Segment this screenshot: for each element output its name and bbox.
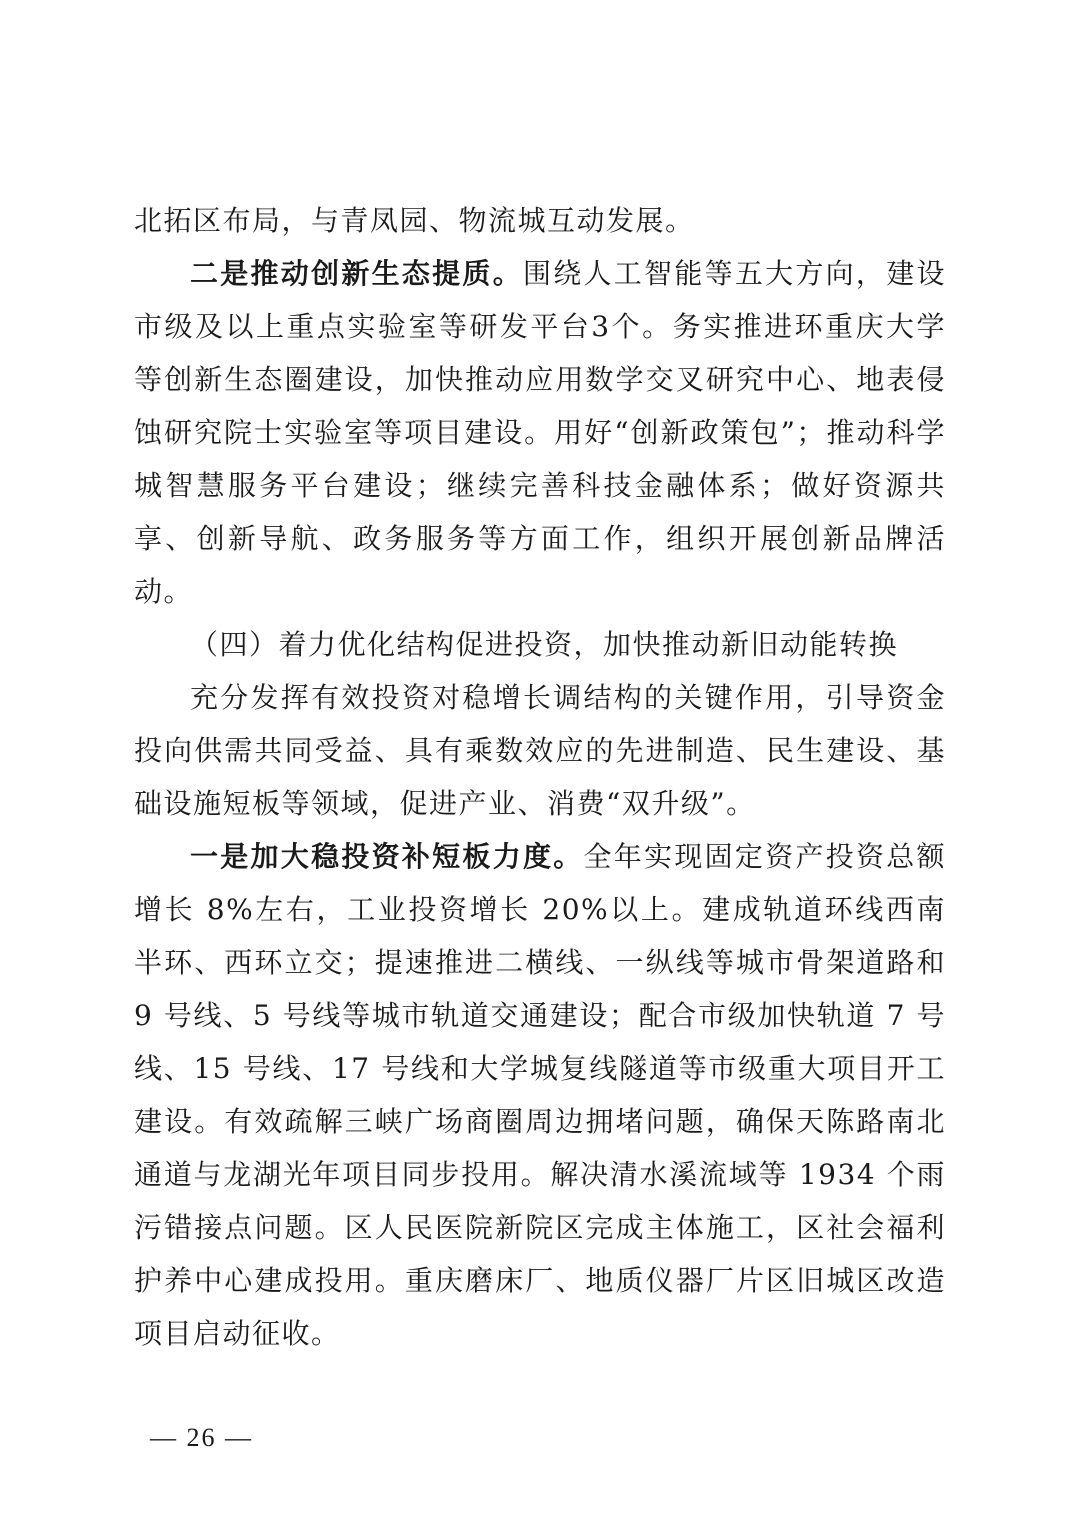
paragraph-text: 全年实现固定资产投资总额增长 8%左右，工业投资增长 20%以上。建成轨道环线西南半环、西环立交；提速推进二横线、一纵线等城市骨架道路和 9 号线、5 号线等城市轨道交通建设；配合市级加快轨道 7 号线、15 号线、17 号线和大学城复线隧道等市级重大项目开工建设。有效疏解三峡广场商圈周边拥堵问题，确保天陈路南北通道与龙湖光年项目同步投用。解决清水溪流域等 1934 个雨污错接点问题。区人民医院新院区完成主体施工，区社会福利护养中心建成投用。重庆磨床厂、地质仪器厂片区旧城区改造项目启动征收。 <box>134 840 946 1350</box>
paragraph-text: 围绕人工智能等五大方向，建设市级及以上重点实验室等研发平台3个。务实推进环重庆大学等创新生态圈建设，加快推动应用数学交叉研究中心、地表侵蚀研究院士实验室等项目建设。用好“创新政策包”；推动科学城智慧服务平台建设；继续完善科技金融体系；做好资源共享、创新导航、政务服务等方面工作，组织开展创新品牌活动。 <box>134 257 946 608</box>
section-heading <box>134 618 946 671</box>
paragraph-continuation <box>134 194 946 247</box>
document-body <box>134 194 946 1360</box>
paragraph-text: 充分发挥有效投资对稳增长调结构的关键作用，引导资金投向供需共同受益、具有乘数效应的先进制造、民生建设、基础设施短板等领域，促进产业、消费“双升级”。 <box>134 681 946 820</box>
paragraph-lead: 一是加大稳投资补短板力度。 <box>190 840 584 873</box>
paragraph-innovation-ecosystem <box>134 247 946 618</box>
paragraph-text: 北拓区布局，与青凤园、物流城互动发展。 <box>134 204 695 237</box>
paragraph-stabilize-investment <box>134 830 946 1360</box>
section-heading-text: （四）着力优化结构促进投资，加快推动新旧动能转换 <box>190 628 899 661</box>
page-number: — 26 — <box>150 1423 253 1452</box>
paragraph-investment-intro <box>134 671 946 830</box>
paragraph-lead: 二是推动创新生态提质。 <box>190 257 523 290</box>
